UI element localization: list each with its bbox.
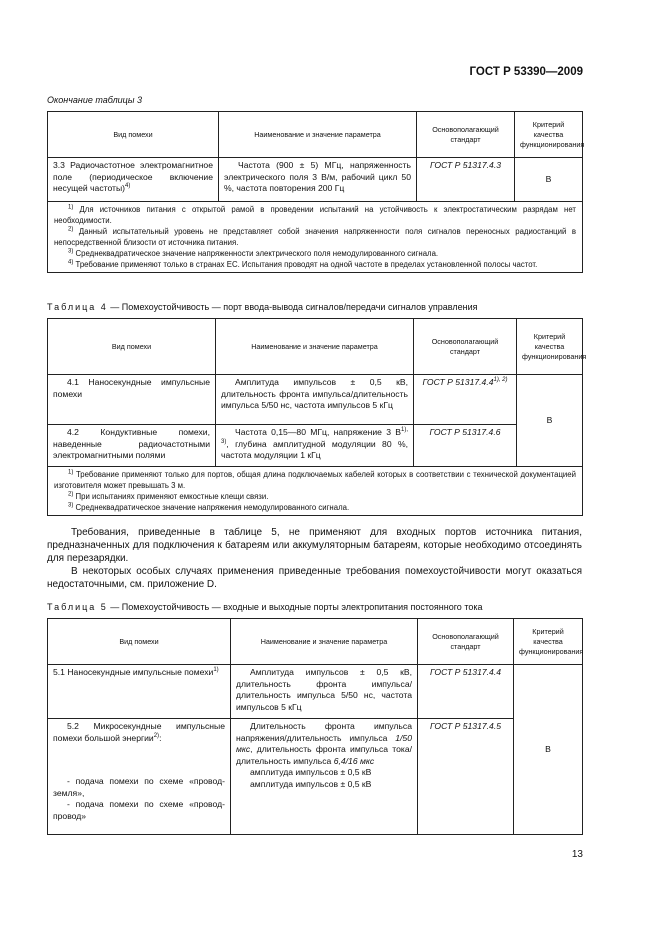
table3-notes: [48, 202, 583, 273]
table4-notes: [48, 467, 583, 516]
table3-row-standard: ГОСТ Р 51317.4.3: [417, 158, 515, 202]
table5-amplitude: амплитуда импульсов ± 0,5 кВ: [250, 778, 372, 789]
table3-header-type: Вид помехи: [48, 112, 219, 158]
table3-type-sup: 4): [125, 183, 131, 190]
table3-note: $^{1)}$ Для источников питания с открытой рамой в проведении испытаний на устойчивость к электростатическим разрядам нет необходимости.: [54, 204, 576, 225]
table4-row1-type: 4.1 Наносекундные импульсные помехи: [48, 375, 216, 425]
table3-header-param: Наименование и значение параметра: [219, 112, 417, 158]
table4-row2-standard: ГОСТ Р 51317.4.6: [414, 425, 517, 467]
table3-header-criterion: Критерий качества функционирования: [515, 112, 583, 158]
standard-header: ГОСТ Р 53390—2009: [469, 66, 583, 78]
table4-row1-standard: ГОСТ Р $51317.4.4^{1), 2)}$: [414, 375, 517, 425]
paragraph: В некоторых особых случаях применения приведенные требования помехоустойчивости могут оказаться недостаточными, см. приложение D.: [47, 566, 582, 590]
table4-header-criterion: Критерий качества функционирования: [517, 319, 583, 375]
table4-row2-param: Частота 0,15—80 МГц, напряжение 3 $В^{1), 3)}$, глубина амплитудной модуляции 80 %, частота модуляции 1 кГц: [216, 425, 414, 467]
table3-row-param: Частота (900 ± 5) МГц, напряженность электрического поля 3 В/м, рабочий цикл 50 %, частота повторения 200 Гц: [219, 158, 417, 202]
table5: [47, 618, 583, 835]
table3-header-standard: Основополагающий стандарт: [417, 112, 515, 158]
table5-row1-type: 5.1 Наносекундные импульсные помехи$^{1)}$: [48, 665, 231, 719]
table3-type-text: 3.3 Радиочастотное электромагнитное поле (периодическое включение несущей частоты): [53, 160, 213, 194]
table3-row-criterion: B: [515, 158, 583, 202]
table5-row2-param: Длительность фронта импульса напряжения/длительность импульса 1/50 мкс, длительность фронта импульса тока/длительность импульса 6,4/16 мкс амплитуда импульсов ± 0,5 кВ амплитуда импульсов ± 0,5 кВ: [231, 719, 418, 835]
table5-subitem: - подача помехи по схеме «провод-провод»: [53, 799, 225, 821]
table3-note: $^{2)}$ Данный испытательный уровень не представляет собой значения напряженности поля сигналов переносных радиостанций в непосредственной близости от источника питания.: [54, 226, 577, 247]
table4-header-standard: Основополагающий стандарт: [414, 319, 517, 375]
table5-criterion: B: [514, 665, 583, 835]
table4-criterion: B: [517, 375, 583, 467]
table4-note: $^{2)}$ При испытаниях применяют емкостные клещи связи.: [68, 491, 269, 501]
table4-note: $^{1)}$ Требование применяют только для портов, общая длина подключаемых кабелей которых в соответствии с технической документацией изготовителя может превышать 3 м.: [54, 469, 576, 490]
table3-note: $^{3)}$ Среднеквадратическое значение напряженности электрического поля немодулированного сигнала.: [68, 248, 439, 258]
table3-caption: Окончание таблицы 3: [47, 95, 142, 105]
table4-note: $^{3)}$ Среднеквадратическое значение напряжения немодулированного сигнала.: [68, 502, 350, 512]
table5-amplitude: амплитуда импульсов ± 0,5 кВ: [250, 767, 372, 778]
table5-caption: Таблица 5 — Помехоустойчивость — входные и выходные порты электропитания постоянного тока: [47, 602, 483, 612]
table4-header-param: Наименование и значение параметра: [216, 319, 414, 375]
table5-row1-param: Амплитуда импульсов ± 0,5 кВ, длительность фронта импульса/длительность импульса 5/50 нс, частота импульсов 5 кГц: [231, 665, 418, 719]
table4-row1-param: Амплитуда импульсов ± 0,5 кВ, длительность фронта импульса/длительность импульса 5/50 нс, частота импульсов 5 кГц: [216, 375, 414, 425]
table3-note: $^{4)}$ Требование применяют только в странах ЕС. Испытания проводят на одной частоте в пределах установленной полосы частот.: [68, 259, 538, 269]
paragraph: Требования, приведенные в таблице 5, не применяют для входных портов источника питания, предназначенных для подключения к батареям или аккумуляторным батареям, которые необходимо отсоединять для перезарядки.: [47, 527, 582, 564]
table5-row2-standard: ГОСТ Р 51317.4.5: [418, 719, 514, 835]
table5-header-type: Вид помехи: [48, 619, 231, 665]
table3-row-type: [48, 158, 219, 202]
table5-header-standard: Основополагающий стандарт: [418, 619, 514, 665]
table5-subitem: - подача помехи по схеме «провод-земля»,: [53, 776, 225, 798]
table5-row1-standard: ГОСТ Р 51317.4.4: [418, 665, 514, 719]
table5-header-criterion: Критерий качества функционирования: [514, 619, 583, 665]
table4-row2-type: 4.2 Кондуктивные помехи, наведенные радиочастотными электромагнитными полями: [48, 425, 216, 467]
table4-caption: Таблица 4 — Помехоустойчивость — порт ввода-вывода сигналов/передачи сигналов управления: [47, 302, 478, 312]
table5-header-param: Наименование и значение параметра: [231, 619, 418, 665]
table3: [47, 111, 583, 273]
page-number: 13: [571, 849, 583, 860]
table4: [47, 318, 587, 516]
table5-row2-type: 5.2 Микросекундные импульсные помехи большой энергии$^{2)}$: - подача помехи по схеме «провод-земля», - подача помехи по схеме «провод-провод»: [48, 719, 231, 835]
table4-header-type: Вид помехи: [48, 319, 216, 375]
body-text: [47, 526, 582, 591]
